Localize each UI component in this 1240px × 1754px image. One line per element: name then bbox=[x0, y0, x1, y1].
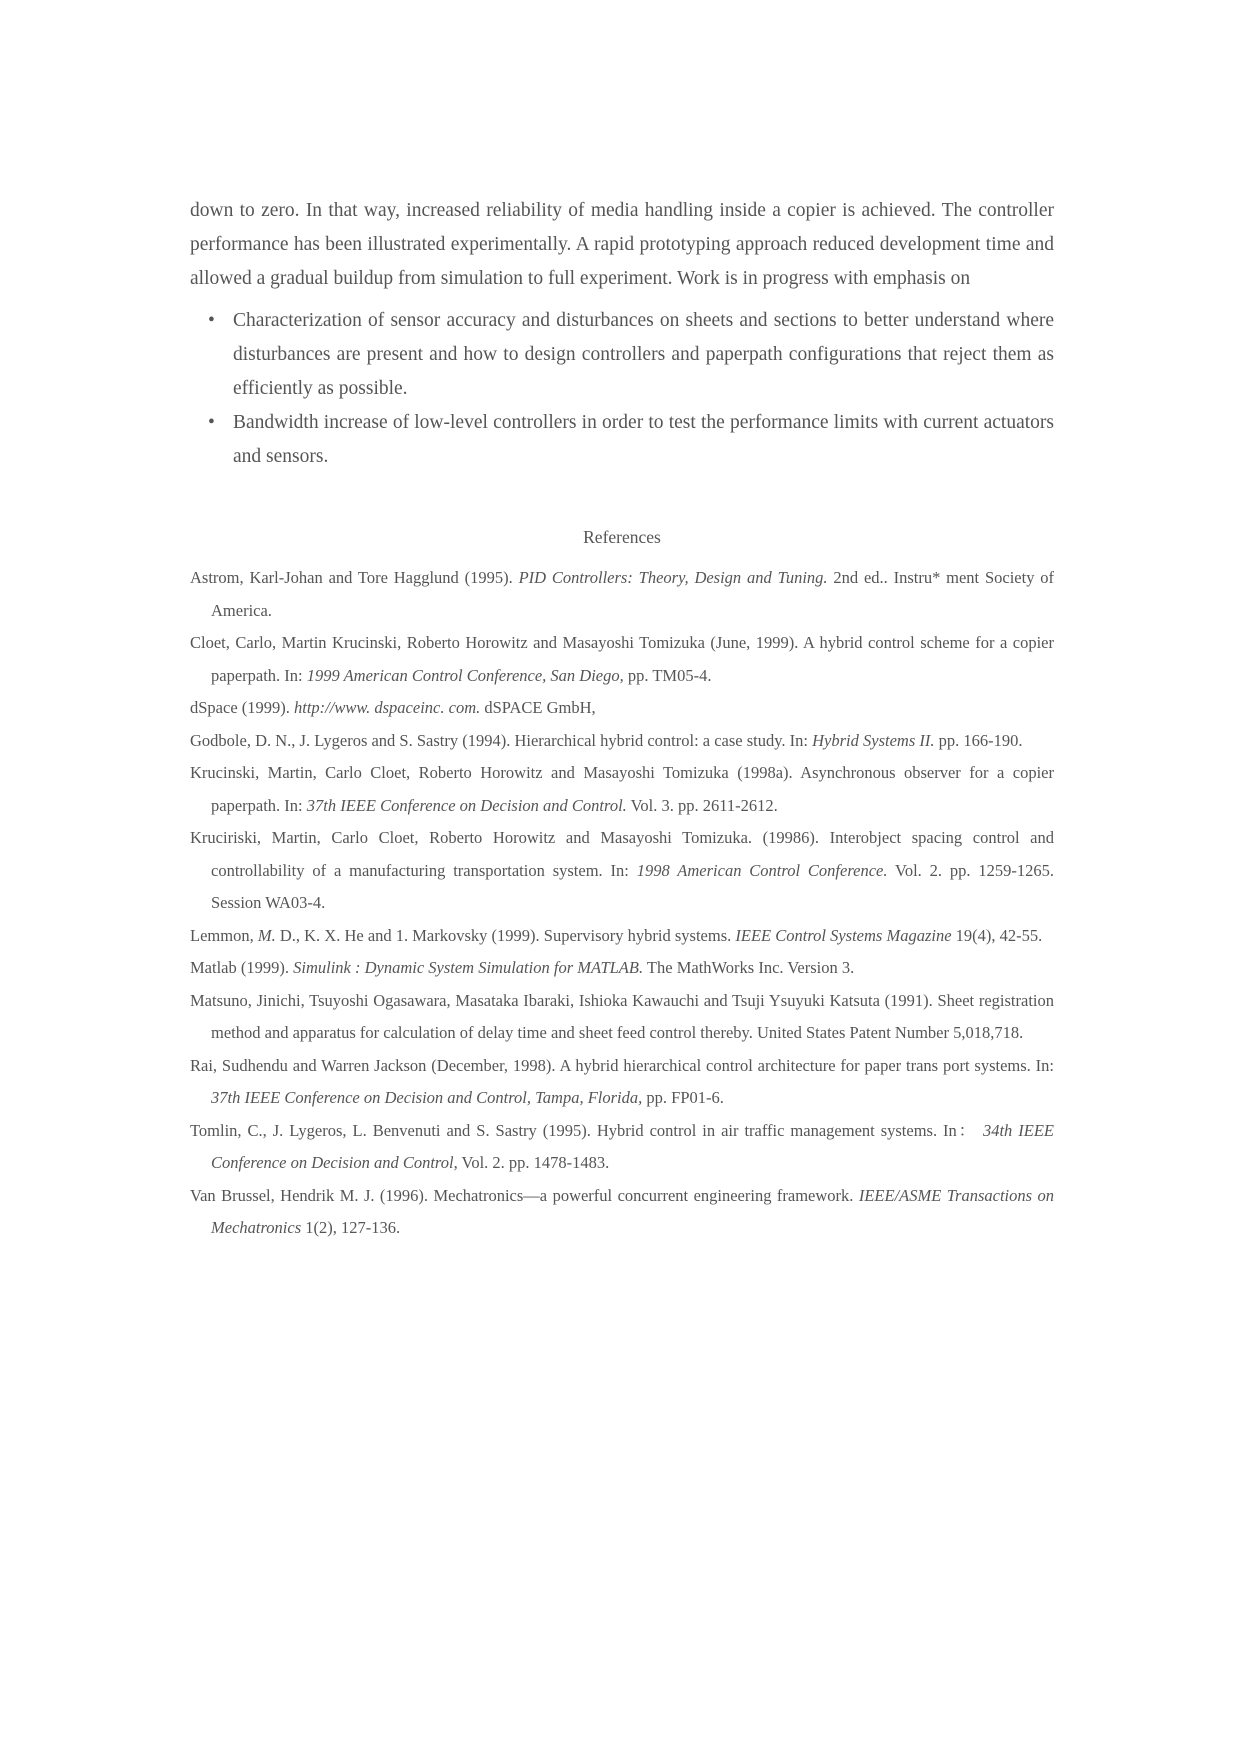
reference-item: dSpace (1999). http://www. dspaceinc. com. dSPACE GmbH, bbox=[190, 698, 596, 717]
reference-item: Kruciriski, Martin, Carlo Cloet, Roberto Horowitz and Masayoshi Tomizuka. (19986). Interobject spacing control and controllability of a manufacturing transportation system. In: 1998 American Control Conference. Vol. 2. pp. 1259-1265. Session WA03-4. bbox=[190, 828, 1054, 912]
page-content bbox=[190, 194, 1054, 1245]
reference-item: Krucinski, Martin, Carlo Cloet, Roberto Horowitz and Masayoshi Tomizuka (1998a). Asynchronous observer for a copier paperpath. In: 37th IEEE Conference on Decision and Control. Vol. 3. pp. 2611-2612. bbox=[190, 763, 1054, 815]
references-heading: References bbox=[583, 527, 661, 547]
bullet-text: Bandwidth increase of low-level controllers in order to test the performance limits with current actuators and sensors. bbox=[233, 412, 1054, 467]
bullet-text: Characterization of sensor accuracy and disturbances on sheets and sections to better understand where disturbances are present and how to design controllers and paperpath configurations that reject them as efficiently as possible. bbox=[233, 310, 1054, 399]
bullet-icon: • bbox=[208, 310, 215, 331]
reference-item: Astrom, Karl-Johan and Tore Hagglund (1995). PID Controllers: Theory, Design and Tuning. 2nd ed.. Instru* ment Society of America. bbox=[190, 568, 1055, 620]
reference-item: Van Brussel, Hendrik M. J. (1996). Mechatronics—a powerful concurrent engineering framework. IEEE/ASME Transactions on Mechatronics 1(2), 127-136. bbox=[190, 1185, 1054, 1237]
references-list bbox=[190, 562, 1054, 1245]
reference-item: Godbole, D. N., J. Lygeros and S. Sastry (1994). Hierarchical hybrid control: a case study. In: Hybrid Systems II. pp. 166-190. bbox=[190, 730, 1023, 750]
reference-item: Tomlin, C., J. Lygeros, L. Benvenuti and S. Sastry (1995). Hybrid control in air traffic management systems. In： 34th IEEE Conference on Decision and Control, Vol. 2. pp. 1478-1483. bbox=[190, 1120, 1054, 1172]
bullet-item bbox=[190, 406, 1054, 474]
reference-item: Lemmon, M. D., K. X. He and 1. Markovsky (1999). Supervisory hybrid systems. IEEE Control Systems Magazine 19(4), 42-55. bbox=[190, 925, 1043, 945]
bullet-item bbox=[190, 304, 1054, 406]
body-paragraph: down to zero. In that way, increased reliability of media handling inside a copier is achieved. The controller performance has been illustrated experimentally. A rapid prototyping approach reduced development time and allowed a gradual buildup from simulation to full experiment. Work is in progress with emphasis on bbox=[190, 200, 1054, 289]
reference-item: Matlab (1999). Simulink : Dynamic System Simulation for MATLAB. The MathWorks Inc. Version 3. bbox=[190, 958, 855, 977]
bullet-icon: • bbox=[208, 412, 215, 433]
reference-item: Cloet, Carlo, Martin Krucinski, Roberto Horowitz and Masayoshi Tomizuka (June, 1999). A hybrid control scheme for a copier paperpath. In: 1999 American Control Conference, San Diego, pp. TM05-4. bbox=[190, 633, 1054, 685]
reference-item: Matsuno, Jinichi, Tsuyoshi Ogasawara, Masataka Ibaraki, Ishioka Kawauchi and Tsuji Ysuyuki Katsuta (1991). Sheet registration method and apparatus for calculation of delay time and sheet feed control thereby. United States Patent Number 5,018,718. bbox=[190, 990, 1054, 1042]
bullet-list bbox=[190, 304, 1054, 474]
reference-item: Rai, Sudhendu and Warren Jackson (December, 1998). A hybrid hierarchical control architecture for paper trans port systems. In: 37th IEEE Conference on Decision and Control, Tampa, Florida, pp. FP01-6. bbox=[190, 1055, 1054, 1107]
